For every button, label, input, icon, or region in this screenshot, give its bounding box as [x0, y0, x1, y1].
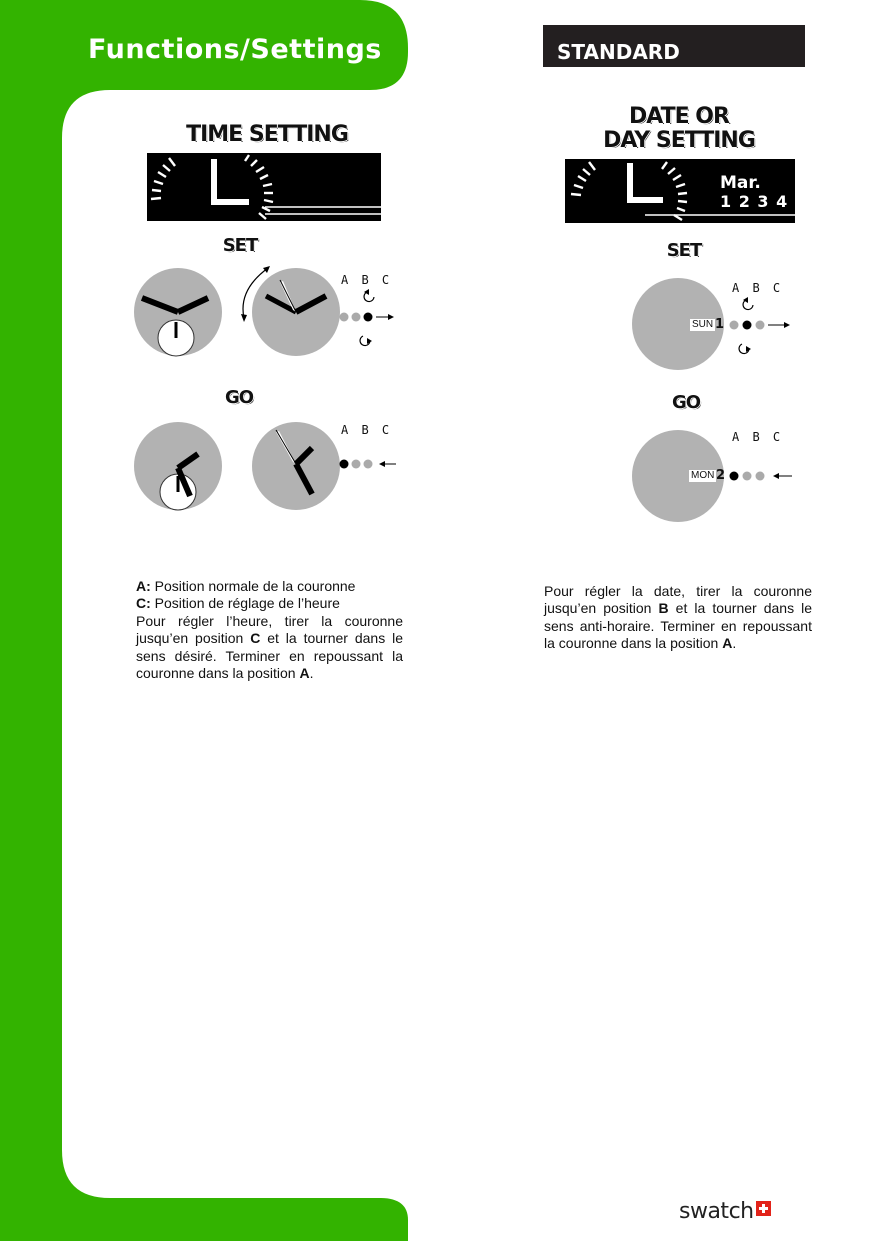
- key-a: A:: [136, 578, 151, 594]
- line-c-text: Position de réglage de l’heure: [154, 595, 340, 612]
- para-end: .: [309, 665, 314, 682]
- date-para-text-2: et la tourner dans le sens anti-horaire. Terminer en repoussant la couronne dans la position: [544, 600, 813, 652]
- date-para-key-a: A: [722, 635, 733, 652]
- para-key-a: A: [299, 665, 310, 682]
- date-setting-heading-line1: DATE OR: [629, 104, 729, 129]
- display-day: Mar.: [720, 173, 761, 193]
- set-day-box: SUN: [692, 319, 714, 330]
- date-set-crown-labels: A B C: [732, 281, 784, 295]
- key-c: C:: [136, 595, 151, 612]
- para-key-c: C: [250, 630, 261, 647]
- date-para-key-b: B: [658, 600, 669, 617]
- display-dates: 1 2 3 4: [720, 192, 789, 211]
- time-display-illustration: [147, 153, 381, 221]
- swatch-logo: [679, 1199, 771, 1224]
- time-go-label: GO: [224, 387, 254, 408]
- time-go-crown-labels: A B C: [341, 423, 393, 437]
- para-text-2: et la tourner dans le sens désiré. Terminer en repoussant la couronne dans la position: [136, 630, 403, 682]
- time-set-crown-labels: A B C: [341, 273, 393, 287]
- page-title: Functions/Settings: [88, 34, 382, 65]
- swiss-cross-icon: [756, 1201, 771, 1216]
- time-set-label: SET: [222, 235, 258, 256]
- section-badge: STANDARD: [543, 25, 805, 67]
- date-para-text-1: Pour régler la date, tirer la couronne jusqu’en position: [544, 583, 812, 617]
- time-setting-heading: TIME SETTING: [186, 122, 348, 147]
- set-date-number: 1: [715, 317, 725, 332]
- date-setting-heading-line2: DAY SETTING: [603, 128, 755, 153]
- time-setting-instructions: [136, 578, 403, 682]
- line-a-text: Position normale de la couronne: [154, 578, 356, 594]
- date-setting-instructions: [544, 583, 812, 653]
- date-set-label: SET: [666, 240, 702, 261]
- go-day-box: MON: [691, 470, 715, 481]
- brand-name: swatch: [679, 1199, 754, 1224]
- para-text-1: Pour régler l’heure, tirer la couronne jusqu’en position: [136, 612, 403, 647]
- date-go-crown-labels: A B C: [732, 430, 784, 444]
- go-date-number: 2: [716, 468, 726, 483]
- date-para-end: .: [732, 635, 737, 652]
- date-go-label: GO: [671, 392, 701, 413]
